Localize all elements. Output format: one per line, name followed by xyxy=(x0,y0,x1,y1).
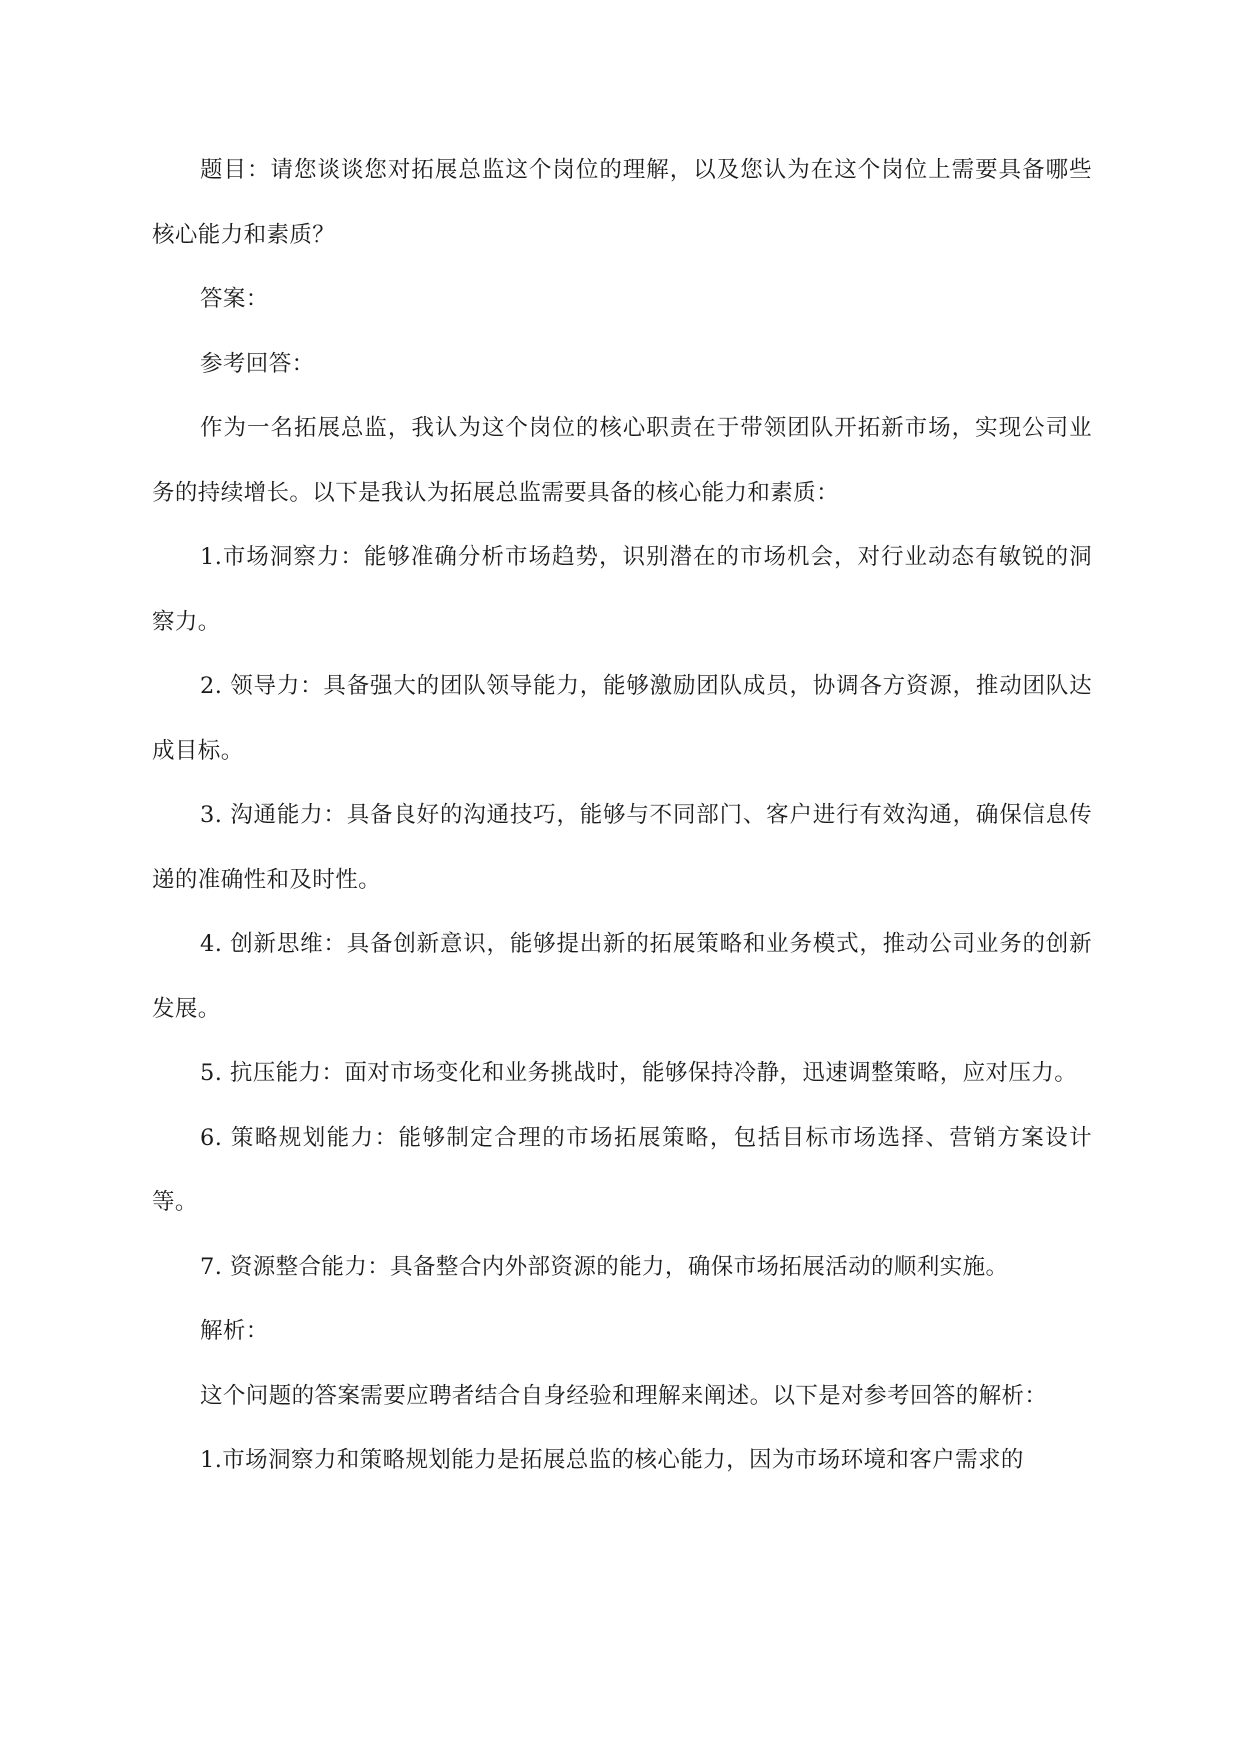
ability-item-4: 4. 创新思维：具备创新意识，能够提出新的拓展策略和业务模式，推动公司业务的创新发展。 xyxy=(152,931,1092,1022)
analysis-intro: 这个问题的答案需要应聘者结合自身经验和理解来阐述。以下是对参考回答的解析： xyxy=(200,1382,1048,1409)
reference-answer-label: 参考回答： xyxy=(200,350,315,377)
ability-item-5: 5. 抗压能力：面对市场变化和业务挑战时，能够保持冷静，迅速调整策略，应对压力。 xyxy=(200,1060,1078,1086)
ability-item-1: 1.市场洞察力：能够准确分析市场趋势，识别潜在的市场机会，对行业动态有敏锐的洞察力。 xyxy=(152,544,1092,635)
ability-item-3: 3. 沟通能力：具备良好的沟通技巧，能够与不同部门、客户进行有效沟通，确保信息传递的准确性和及时性。 xyxy=(152,802,1092,893)
analysis-label: 解析： xyxy=(200,1318,269,1344)
intro-paragraph: 作为一名拓展总监，我认为这个岗位的核心职责在于带领团队开拓新市场，实现公司业务的持续增长。以下是我认为拓展总监需要具备的核心能力和素质： xyxy=(152,415,1092,506)
ability-item-6: 6. 策略规划能力：能够制定合理的市场拓展策略，包括目标市场选择、营销方案设计等。 xyxy=(152,1124,1092,1215)
document-body xyxy=(152,138,1092,1493)
analysis-point-1: 1.市场洞察力和策略规划能力是拓展总监的核心能力，因为市场环境和客户需求的 xyxy=(200,1447,1024,1473)
ability-item-7: 7. 资源整合能力：具备整合内外部资源的能力，确保市场拓展活动的顺利实施。 xyxy=(200,1253,1009,1280)
ability-item-2: 2. 领导力：具备强大的团队领导能力，能够激励团队成员，协调各方资源，推动团队达成目标。 xyxy=(152,673,1092,764)
answer-label: 答案： xyxy=(200,286,269,312)
question-text: 题目：请您谈谈您对拓展总监这个岗位的理解，以及您认为在这个岗位上需要具备哪些核心能力和素质？ xyxy=(152,157,1092,248)
